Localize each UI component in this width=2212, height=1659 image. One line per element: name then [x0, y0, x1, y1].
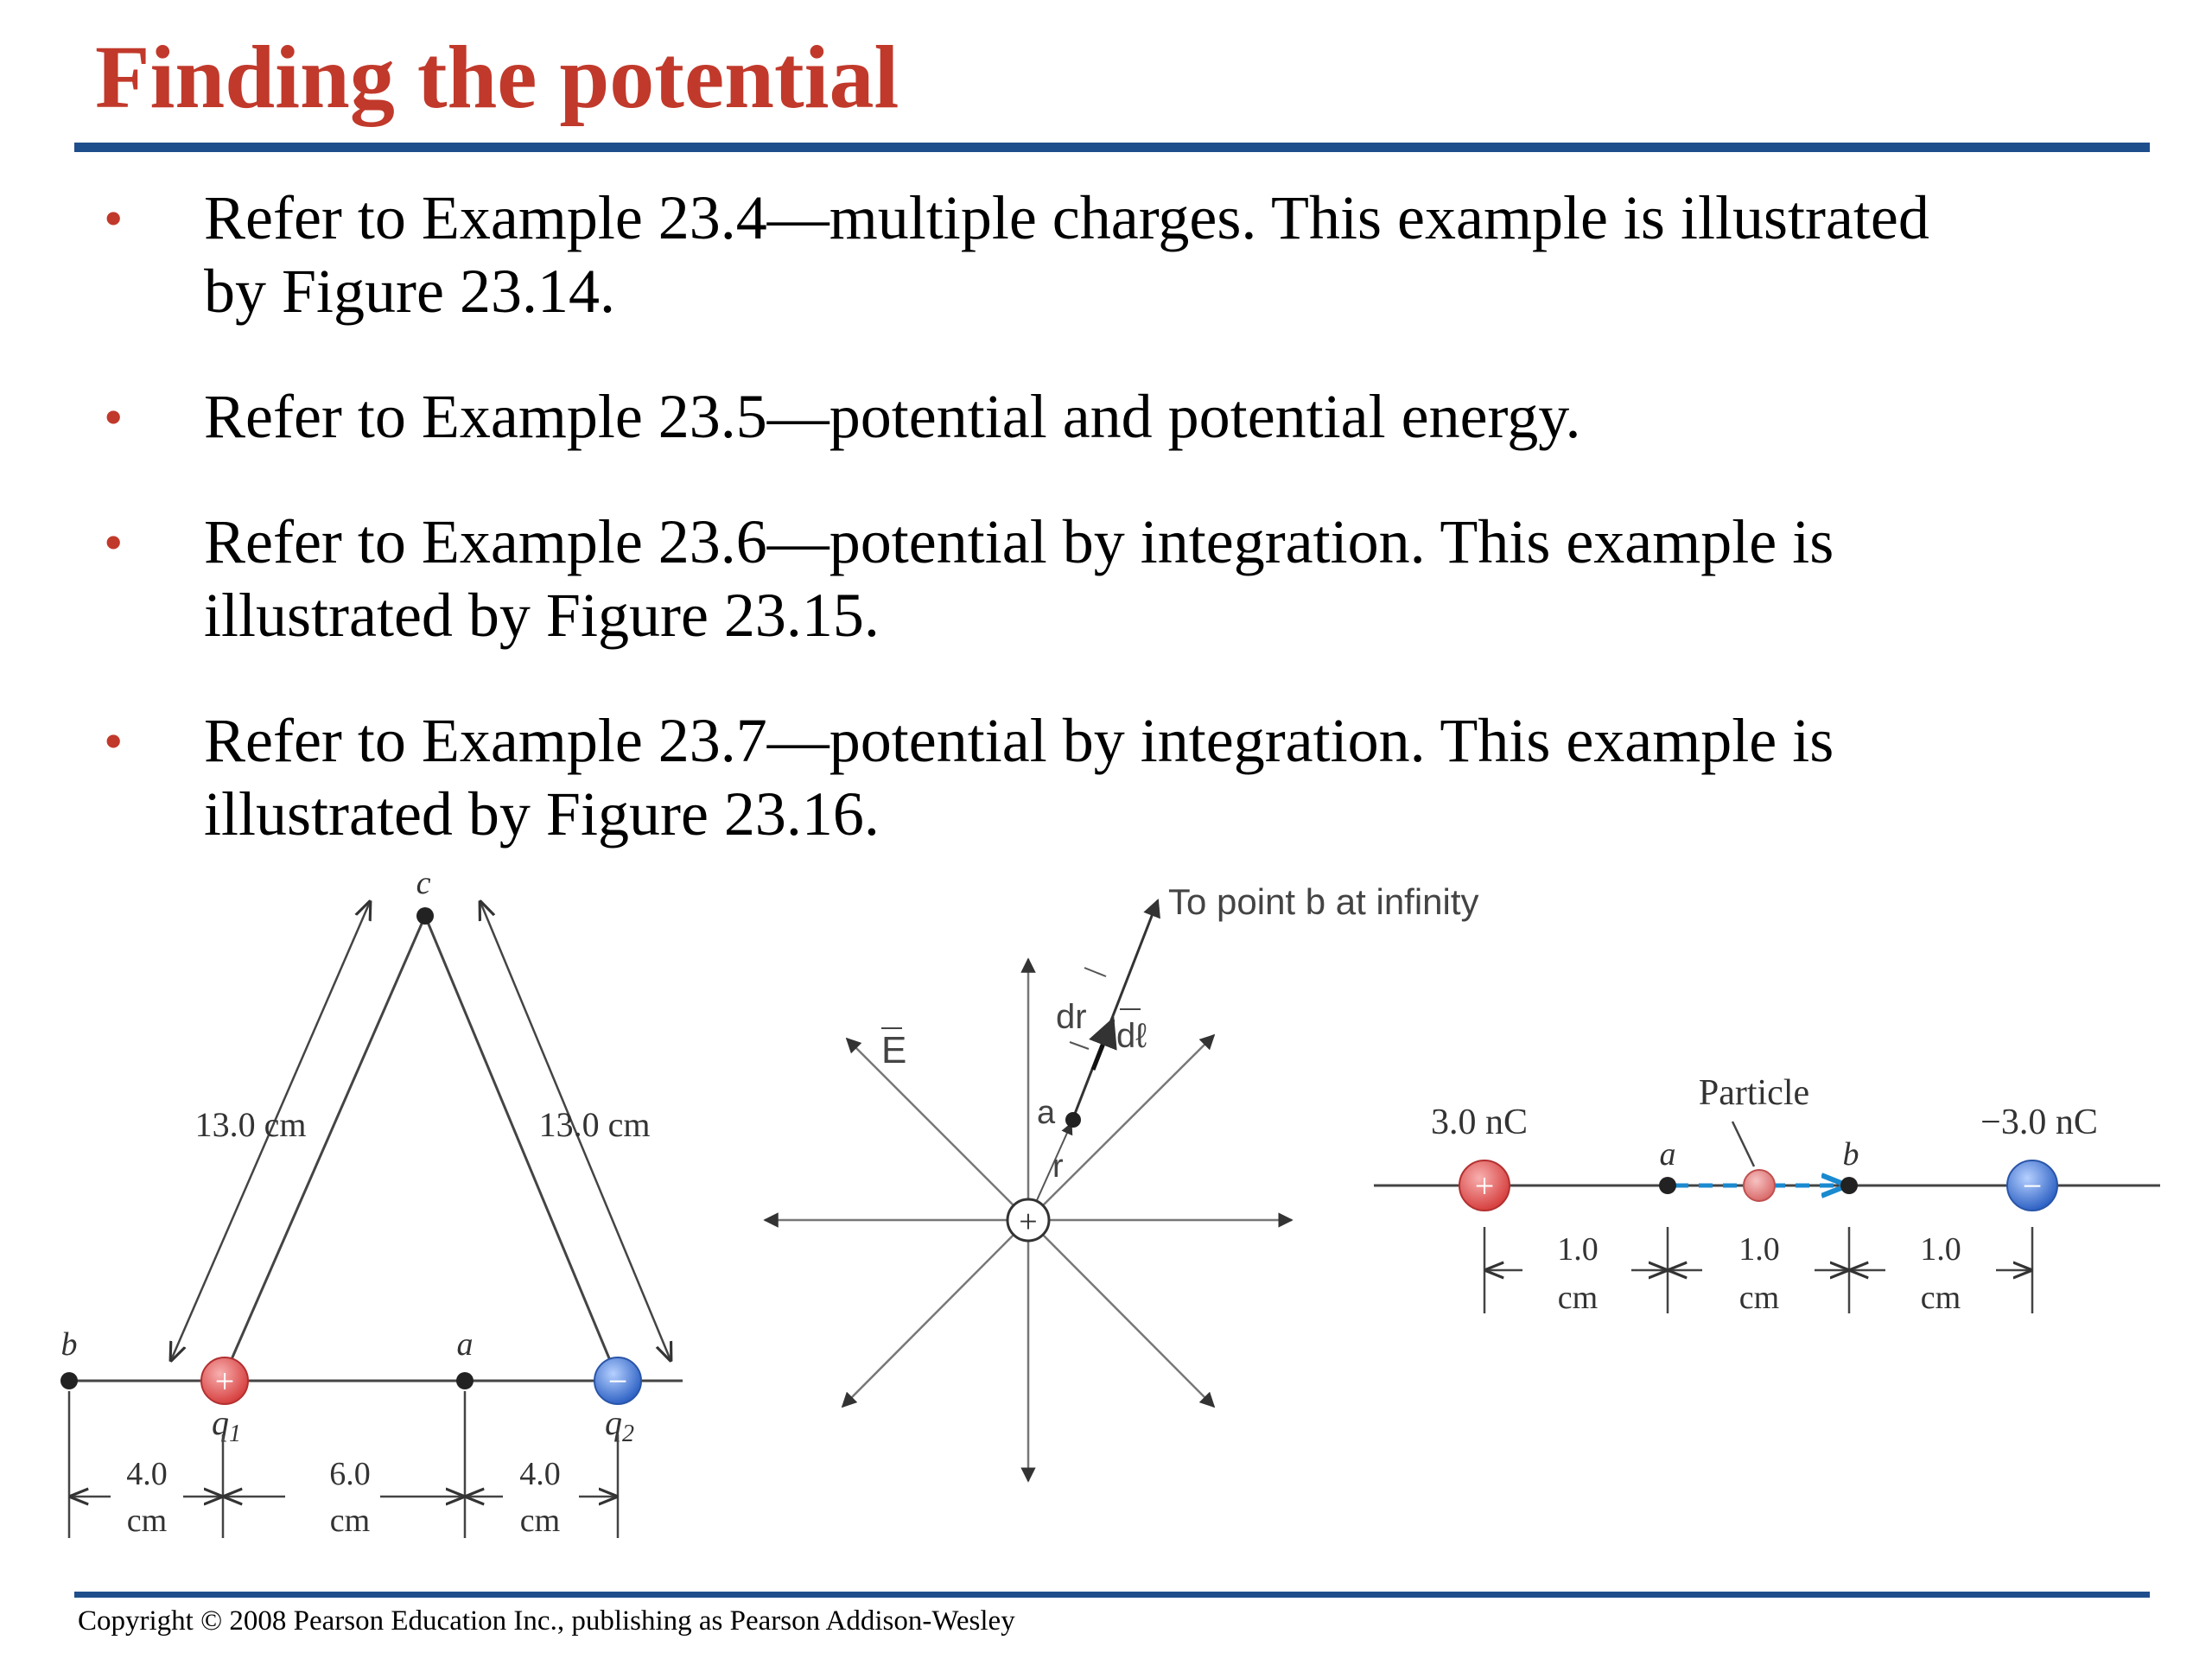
right-charge-sign: − — [2022, 1166, 2043, 1205]
q1-sign: + — [214, 1362, 235, 1401]
point-b-label: b — [60, 1326, 78, 1363]
bullet-line: illustrated by Figure 23.16. — [204, 779, 880, 849]
bullet-line: Refer to Example 23.4—multiple charges. This example is illustrated — [204, 183, 1929, 252]
bullet-item — [104, 380, 2160, 454]
point-b-dot — [60, 1372, 78, 1389]
dim-unit: cm — [1557, 1280, 1599, 1316]
bullet-icon: • — [104, 386, 124, 448]
bullet-icon: • — [104, 710, 124, 772]
bullet-line: by Figure 23.14. — [204, 257, 615, 326]
copyright: Copyright © 2008 Pearson Education Inc., publishing as Pearson Addison-Wesley — [78, 1605, 1015, 1637]
point-c-label: c — [416, 865, 431, 901]
field-label: E — [881, 1029, 907, 1071]
point-a-label: a — [456, 1326, 474, 1363]
bullet-icon: • — [104, 512, 124, 573]
dim-unit: cm — [126, 1503, 168, 1539]
central-charge-sign: + — [1019, 1204, 1038, 1240]
dim-value: 1.0 — [1920, 1231, 1961, 1268]
dim-unit: cm — [1738, 1280, 1780, 1316]
left-charge-label: 3.0 nC — [1430, 1103, 1529, 1142]
point-a-dot — [456, 1372, 474, 1389]
particle-label: Particle — [1698, 1073, 1810, 1113]
bullet-line: Refer to Example 23.7—potential by integration. This example is — [204, 706, 1834, 775]
right-side-label: 13.0 cm — [538, 1105, 651, 1144]
figures — [0, 864, 2212, 1573]
point-c-dot — [416, 907, 434, 925]
slide-title: Finding the potential — [95, 28, 899, 127]
q2-sign: − — [607, 1362, 628, 1401]
bullet-item — [104, 505, 2160, 652]
bullet-list — [104, 181, 2160, 903]
point-b-dot — [1840, 1177, 1858, 1194]
point-a-dot — [1065, 1112, 1081, 1128]
point-b-label: b — [1842, 1136, 1859, 1173]
dim-unit: cm — [519, 1503, 561, 1539]
bullet-item — [104, 181, 2160, 328]
dim-unit: cm — [329, 1503, 371, 1539]
title-rule — [74, 143, 2150, 152]
figure-23-16 — [1374, 1073, 2160, 1316]
particle — [1744, 1170, 1775, 1201]
left-side-label: 13.0 cm — [194, 1105, 307, 1144]
dim-value: 4.0 — [519, 1456, 561, 1492]
q1-label: $q_1$ — [212, 1403, 241, 1447]
r-label: r — [1052, 1148, 1064, 1185]
dim-value: 1.0 — [1738, 1231, 1780, 1268]
right-charge-label: −3.0 nC — [1980, 1103, 2098, 1142]
left-charge-sign: + — [1474, 1166, 1495, 1205]
dl-label: dℓ — [1116, 1017, 1147, 1055]
dim-value: 4.0 — [126, 1456, 168, 1492]
dim-value: 1.0 — [1557, 1231, 1599, 1268]
bullet-item — [104, 704, 2160, 851]
point-a-label: a — [1659, 1136, 1676, 1173]
bullet-line: Refer to Example 23.6—potential by integration. This example is — [204, 507, 1834, 576]
point-a-dot — [1659, 1177, 1676, 1194]
q2-label: $q_2$ — [605, 1403, 634, 1447]
figure-23-14 — [60, 865, 683, 1539]
bullet-icon: • — [104, 188, 124, 249]
dr-label: dr — [1056, 998, 1087, 1036]
figure-23-15 — [765, 881, 1479, 1481]
bullet-line: illustrated by Figure 23.15. — [204, 581, 880, 650]
dim-value: 6.0 — [329, 1456, 371, 1492]
dim-unit: cm — [1920, 1280, 1961, 1316]
footer-rule — [74, 1592, 2150, 1598]
infinity-label: To point b at infinity — [1168, 881, 1479, 922]
point-a-label: a — [1037, 1095, 1056, 1131]
bullet-line: Refer to Example 23.5—potential and potential energy. — [204, 382, 1581, 451]
